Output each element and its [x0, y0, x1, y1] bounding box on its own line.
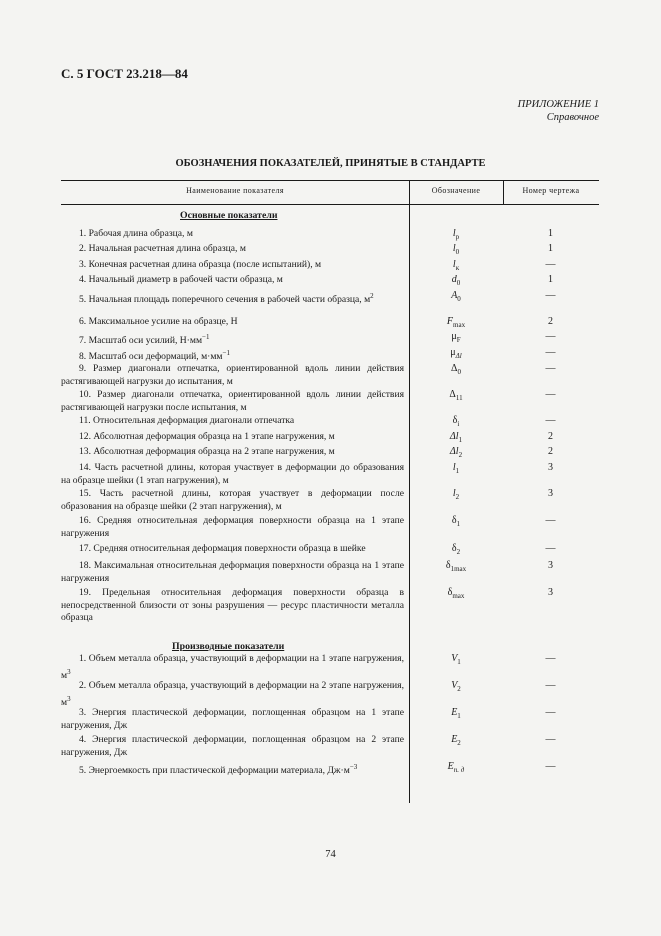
drawing-number: 1: [548, 274, 553, 285]
indicator-name: [61, 680, 404, 709]
indicator-name-text: 16. Средняя относительная деформация поверхности образца на 1 этапе нагружения: [61, 515, 404, 539]
symbol-subscript: max: [453, 321, 466, 329]
page-header: С. 5 ГОСТ 23.218—84: [61, 66, 188, 81]
indicator-name-text: 4. Энергия пластической деформации, поглощенная образцом на 2 этапе нагружения, Дж: [61, 734, 404, 758]
symbol-base: Δ: [451, 363, 458, 374]
indicator-name-text: 15. Часть расчетной длины, которая участвует в деформации после образования на образце шейки (2 этап нагружения), м: [61, 488, 404, 512]
indicator-symbol: [411, 734, 501, 750]
symbol-base: d: [451, 274, 457, 285]
symbol-base: V: [451, 680, 458, 691]
indicator-symbol: [411, 707, 501, 723]
symbol-subscript: 0: [455, 248, 460, 256]
symbol-subscript: 1: [456, 520, 461, 528]
indicator-symbol: [411, 274, 501, 290]
indicator-name-text: 11. Относительная деформация диагонали отпечатка: [79, 415, 295, 426]
section-title: Производные показатели: [172, 641, 285, 652]
symbol-base: μ: [451, 331, 457, 342]
drawing-number: 2: [548, 446, 553, 457]
symbol-subscript: 0: [457, 368, 461, 376]
indicator-name-text: 3. Конечная расчетная длина образца (после испытаний), м: [79, 259, 322, 270]
symbol-base: Δ: [449, 389, 456, 400]
symbol-base: δ: [451, 515, 457, 526]
symbol-subscript: к: [455, 264, 460, 272]
drawing-number: 3: [548, 488, 553, 499]
drawing-number: 2: [548, 316, 553, 327]
indicator-symbol: [411, 415, 501, 431]
symbol-base: E: [447, 761, 454, 772]
symbol-subscript: 1: [457, 712, 461, 720]
symbol-subscript: 1: [457, 658, 461, 666]
indicator-name: [61, 228, 404, 241]
drawing-number: —: [545, 734, 556, 745]
drawing-number: —: [545, 259, 556, 270]
drawing-number: —: [545, 707, 556, 718]
indicator-name: [61, 389, 404, 414]
drawing-number: —: [545, 415, 556, 426]
symbol-base: l: [452, 228, 456, 239]
table-header-rule: [61, 204, 599, 205]
indicator-name-text: 1. Рабочая длина образца, м: [79, 228, 193, 239]
symbol-base: V: [451, 653, 458, 664]
symbol-subscript: 2: [456, 548, 461, 556]
indicator-name: [61, 446, 404, 459]
table-row: [61, 587, 661, 627]
unit-exponent: 2: [370, 292, 374, 300]
appendix-label: [518, 98, 599, 124]
drawing-number: —: [545, 680, 556, 691]
indicator-name: [61, 243, 404, 256]
indicator-name-text: 14. Часть расчетной длины, которая участвует в деформации до образования на образце шейки (1 этап нагружения), м: [61, 462, 404, 486]
indicator-name: [61, 316, 404, 329]
drawing-number: —: [545, 515, 556, 526]
appendix-subtitle: Справочное: [546, 112, 599, 123]
page-number: 74: [325, 849, 336, 860]
drawing-number: —: [545, 761, 556, 772]
drawing-number: 2: [548, 431, 553, 442]
drawing-number: —: [545, 347, 556, 358]
drawing-number: 3: [548, 462, 553, 473]
symbol-base: δ: [451, 543, 457, 554]
unit-exponent: −1: [202, 333, 210, 341]
indicator-name: [61, 488, 404, 513]
indicator-name: [61, 462, 404, 487]
symbol-base: δ: [445, 560, 451, 571]
symbol-base: l: [452, 488, 456, 499]
symbol-base: μ: [450, 347, 456, 358]
symbol-subscript: р: [455, 233, 460, 241]
indicator-symbol: [411, 761, 501, 777]
drawing-number: —: [545, 331, 556, 342]
indicator-name-text: 13. Абсолютная деформация образца на 2 этапе нагружения, м: [79, 446, 335, 457]
indicator-symbol: [411, 653, 501, 669]
symbol-base: F: [446, 316, 454, 327]
symbol-base: δ: [447, 587, 453, 598]
indicator-name: [61, 543, 404, 556]
column-header-symbol: Обозначение: [431, 186, 481, 195]
indicator-symbol: [411, 347, 501, 363]
indicator-name: [61, 761, 404, 778]
indicator-symbol: [411, 363, 501, 379]
indicator-name-text: 9. Размер диагонали отпечатка, ориентированной вдоль линии действия растягивающей нагрузки до испытания, м: [61, 363, 404, 387]
indicator-name-text: 19. Предельная относительная деформация поверхности образца в непосредственной близости от зоны разрушения — ресурс пластичности металла образца: [61, 587, 404, 623]
indicator-name: [61, 653, 404, 682]
indicator-symbol: [411, 316, 501, 332]
indicator-name: [61, 363, 404, 388]
symbol-base: Δl: [449, 446, 459, 457]
indicator-name-text: 17. Средняя относительная деформация поверхности образца в шейке: [79, 543, 366, 554]
unit-exponent: 3: [67, 667, 71, 676]
column-header-name: Наименование показателя: [186, 186, 284, 195]
symbol-subscript: max: [452, 592, 465, 600]
column-header-drawing: Номер чертежа: [522, 186, 580, 195]
drawing-number: —: [545, 389, 556, 400]
indicator-symbol: [411, 259, 501, 275]
indicator-name-text: 8. Масштаб оси деформаций, м·мм: [79, 351, 223, 363]
symbol-subscript: i: [457, 420, 460, 428]
symbol-subscript: 2: [457, 739, 461, 747]
symbol-subscript: 11: [455, 394, 463, 402]
symbol-subscript: 0: [456, 279, 461, 287]
symbol-subscript: 1max: [450, 565, 467, 573]
drawing-number: 3: [548, 560, 553, 571]
symbol-subscript: 2: [455, 493, 460, 501]
indicator-name: [61, 347, 404, 364]
appendix-title: ПРИЛОЖЕНИЕ 1: [517, 99, 599, 110]
document-title: ОБОЗНАЧЕНИЯ ПОКАЗАТЕЛЕЙ, ПРИНЯТЫЕ В СТАНДАРТЕ: [175, 158, 486, 169]
indicator-symbol: [411, 560, 501, 576]
drawing-number: —: [545, 543, 556, 554]
indicator-symbol: [411, 290, 501, 306]
indicator-name-text: 3. Энергия пластической деформации, поглощенная образцом на 1 этапе нагружения, Дж: [61, 707, 404, 731]
indicator-symbol: [411, 431, 501, 447]
indicator-name: [61, 515, 404, 540]
indicator-symbol: [411, 243, 501, 259]
indicator-name: [61, 290, 404, 307]
unit-exponent: 3: [67, 694, 71, 703]
symbol-subscript: п. д: [453, 766, 465, 774]
indicator-name-text: 7. Масштаб оси усилий, Н·мм: [79, 335, 203, 347]
indicator-name: [61, 331, 404, 348]
symbol-subscript: 2: [457, 685, 461, 693]
indicator-symbol: [411, 488, 501, 504]
section-title: Основные показатели: [180, 210, 278, 221]
symbol-subscript: 2: [458, 451, 463, 459]
symbol-base: Δl: [449, 431, 459, 442]
indicator-symbol: [411, 587, 501, 603]
table-top-rule: [61, 180, 599, 181]
indicator-name-text: 5. Начальная площадь поперечного сечения в рабочей части образца, м: [79, 294, 371, 306]
drawing-number: 3: [548, 587, 553, 598]
indicator-name-text: 5. Энергоемкость при пластической деформации материала, Дж·м: [79, 765, 350, 777]
table-row: [61, 761, 661, 801]
symbol-base: l: [452, 462, 456, 473]
symbol-subscript: F: [456, 336, 461, 344]
symbol-base: A: [451, 290, 458, 301]
symbol-subscript: 0: [457, 295, 461, 303]
indicator-name: [61, 707, 404, 732]
indicator-name: [61, 431, 404, 444]
indicator-name: [61, 734, 404, 759]
indicator-symbol: [411, 446, 501, 462]
drawing-number: —: [545, 290, 556, 301]
symbol-base: l: [452, 259, 456, 270]
indicator-symbol: [411, 228, 501, 244]
indicator-symbol: [411, 515, 501, 531]
indicator-symbol: [411, 462, 501, 478]
unit-exponent: −1: [222, 349, 230, 357]
indicator-name: [61, 259, 404, 272]
symbol-subscript: 1: [458, 436, 463, 444]
indicator-name-text: 12. Абсолютная деформация образца на 1 этапе нагружения, м: [79, 431, 335, 442]
symbol-base: E: [451, 734, 458, 745]
indicator-symbol: [411, 331, 501, 347]
indicator-name: [61, 587, 404, 625]
indicator-name-text: 18. Максимальная относительная деформация поверхности образца на 1 этапе нагружения: [61, 560, 404, 584]
indicator-name-text: 10. Размер диагонали отпечатка, ориентированной вдоль линии действия растягивающей нагрузки после испытания, м: [61, 389, 404, 413]
unit-exponent: −3: [349, 763, 358, 771]
drawing-number: —: [545, 653, 556, 664]
symbol-subscript: 1: [455, 467, 460, 475]
drawing-number: 1: [548, 243, 553, 254]
indicator-name: [61, 415, 404, 428]
drawing-number: 1: [548, 228, 553, 239]
indicator-name-text: 4. Начальный диаметр в рабочей части образца, м: [79, 274, 283, 285]
indicator-name-text: 2. Объем металла образца, участвующий в деформации на 2 этапе нагружения, м: [61, 680, 404, 708]
symbol-subscript: Δl: [455, 352, 462, 360]
indicator-symbol: [411, 680, 501, 696]
indicator-symbol: [411, 543, 501, 559]
indicator-name: [61, 560, 404, 585]
indicator-name-text: 1. Объем металла образца, участвующий в деформации на 1 этапе нагружения, м: [61, 653, 404, 681]
symbol-base: E: [451, 707, 458, 718]
indicator-name: [61, 274, 404, 287]
indicator-name-text: 6. Максимальное усилие на образце, Н: [79, 316, 238, 327]
indicator-name-text: 2. Начальная расчетная длина образца, м: [79, 243, 246, 254]
symbol-base: l: [452, 243, 456, 254]
symbol-base: δ: [452, 415, 458, 426]
drawing-number: —: [545, 363, 556, 374]
indicator-symbol: [411, 389, 501, 405]
